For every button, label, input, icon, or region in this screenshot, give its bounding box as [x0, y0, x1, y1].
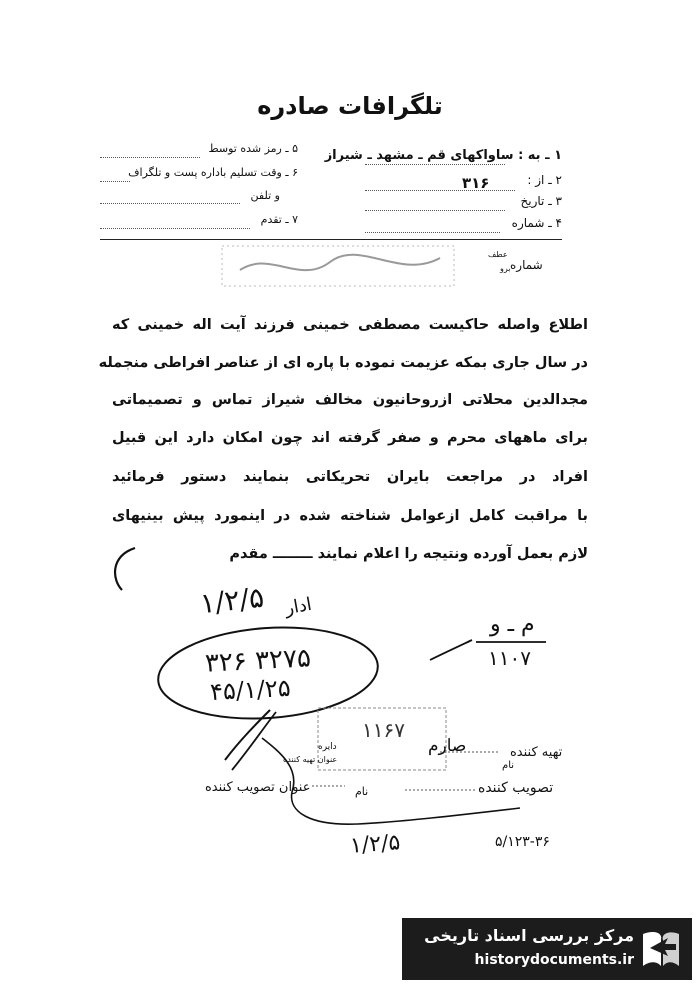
handwritten-date-one: ۱/۲/۵ — [198, 580, 266, 621]
field-number: ۴ ـ شماره — [511, 216, 562, 230]
body-line-4: برای ماههای محرم و صفر گرفته اند چون امکان دارد این قبیل — [112, 430, 588, 446]
signature-diagonal-2 — [232, 712, 276, 770]
footer-approver-title: عنوان تصویب کننده — [205, 780, 311, 795]
document-title: تلگرافات صادره — [257, 92, 443, 120]
hook-stroke — [115, 548, 135, 590]
footer-prepared-name: نام — [502, 760, 515, 771]
footer-approved-by: تصویب کننده — [478, 780, 554, 796]
field-coded-by: ۵ ـ رمز شده توسط — [208, 142, 298, 155]
body-line-6: با مراقبت کامل ازعوامل شناخته شده در اینمورد پیش بینیهای — [112, 508, 588, 524]
faded-stamp-box — [222, 246, 454, 286]
faded-stamp-ink — [240, 255, 440, 270]
body-line-1: اطلاع واصله حاکیست مصطفی خمینی فرزند آیت اله خمینی که — [112, 317, 588, 333]
footer-preparer-title: عنوان تهیه کننده — [283, 755, 338, 764]
watermark-banner — [402, 918, 692, 980]
field-delivery-time: ۶ ـ وقت تسلیم باداره پست و تلگراف — [128, 166, 298, 179]
field-priority: ۷ ـ تقدم — [260, 213, 298, 226]
footer-prepared-value: صارم — [428, 736, 467, 756]
watermark-url: historydocuments.ir — [474, 952, 634, 968]
handwritten-mv-number: ۱۱۰۷ — [488, 646, 531, 670]
handwritten-mv: م ـ و — [490, 612, 535, 637]
handwritten-stamp-number: ۱۱۶۷ — [362, 718, 405, 742]
body-line-7: لازم بعمل آورده ونتیجه را اعلام نمایند ــــــــ مقدم — [229, 546, 588, 562]
field-from-value: ۳۱۶ — [462, 174, 490, 192]
handwritten-note-short: ادار — [283, 593, 314, 620]
watermark-name: مرکز بررسی اسناد تاریخی — [424, 926, 634, 945]
footer-ref-code: ۵/۱۲۳-۳۶ — [495, 834, 550, 850]
footer-prepared-by: تهیه کننده — [510, 745, 563, 760]
body-line-3: مجدالدین محلاتی ازروحانیون مخالف شیراز تماس و تصمیماتی — [112, 392, 588, 408]
body-line-2: در سال جاری بمکه عزیمت نموده با پاره ای از عناصر افراطی منجمله — [98, 355, 588, 371]
handwritten-circled-two: ۴۵/۱/۲۵ — [209, 673, 292, 707]
footer-office: دایره — [318, 742, 337, 752]
mv-tail — [430, 640, 472, 660]
ref-biro-label: برو — [500, 264, 511, 273]
handwritten-bottom-date: ۱/۲/۵ — [349, 830, 402, 859]
handwritten-circled-one: ۳۲۶ ۳۲۷۵ — [204, 643, 312, 679]
field-date: ۳ ـ تاریخ — [520, 194, 562, 208]
field-from: ۲ ـ از : — [527, 173, 562, 187]
body-line-5: افراد در مراجعت بایران تحریکاتی بنمایند دستور فرمائید — [112, 469, 588, 485]
ref-atf-label: عطف — [488, 250, 508, 259]
field-and-phone: و تلفن — [250, 189, 280, 202]
footer-approved-name: نام — [355, 785, 369, 798]
field-to: ۱ ـ به : ساواکهای قم ـ مشهد ـ شیراز — [324, 148, 562, 163]
ref-number-label: شماره — [510, 258, 543, 272]
book-arrow-logo-icon — [638, 926, 684, 972]
